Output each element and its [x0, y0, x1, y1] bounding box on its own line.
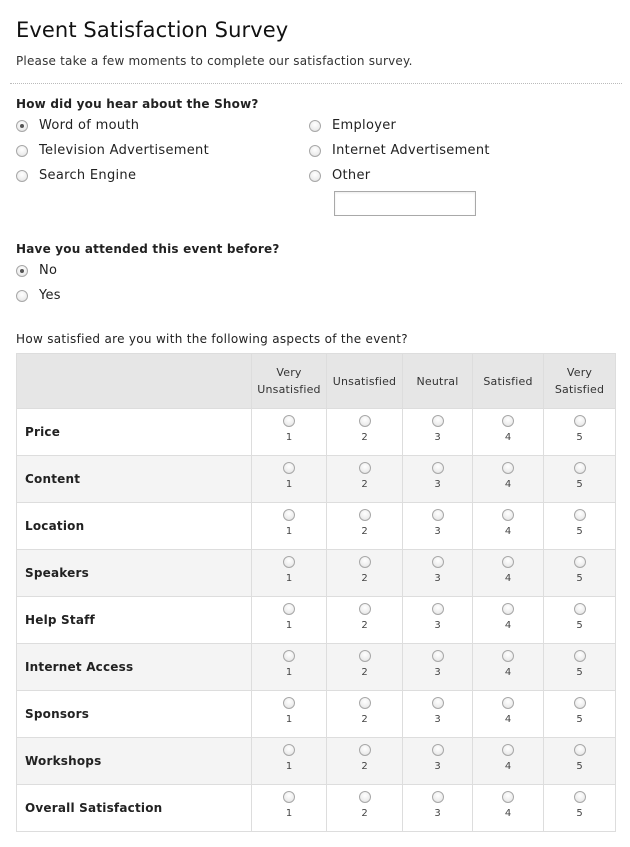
rating-cell[interactable]	[473, 409, 544, 456]
rating-value-label: 1	[285, 432, 293, 443]
option-word-of-mouth[interactable]	[16, 118, 139, 133]
rating-value-label: 1	[285, 761, 293, 772]
rating-radio-sponsors-2[interactable]	[359, 697, 371, 709]
yes-radio[interactable]	[16, 290, 28, 302]
rating-value-label: 5	[576, 667, 583, 678]
column-header-line: Satisfied	[554, 383, 605, 396]
rating-radio-sponsors-1[interactable]	[283, 697, 295, 709]
rating-cell[interactable]	[473, 550, 544, 597]
column-header-line: Unsatisfied	[257, 383, 321, 396]
rating-value-label: 4	[504, 573, 512, 584]
rating-radio-help-staff-1[interactable]	[283, 603, 295, 615]
rating-value-label: 3	[434, 667, 441, 678]
rating-cell[interactable]	[544, 644, 616, 691]
rating-value-label: 1	[285, 526, 293, 537]
option-yes[interactable]	[16, 288, 61, 303]
rating-radio-workshops-5[interactable]	[574, 744, 586, 756]
column-header-neutral	[403, 354, 473, 409]
rating-cell[interactable]	[327, 456, 403, 503]
row-label: Price	[17, 409, 252, 456]
rating-cell[interactable]	[473, 785, 544, 832]
rating-radio-internet-access-1[interactable]	[283, 650, 295, 662]
rating-radio-overall-satisfaction-4[interactable]	[502, 791, 514, 803]
rating-value-label: 3	[434, 761, 441, 772]
rating-cell[interactable]	[403, 785, 473, 832]
rating-value-label: 3	[434, 526, 441, 537]
rating-value-label: 1	[285, 620, 293, 631]
rating-radio-content-2[interactable]	[359, 462, 371, 474]
rating-value-label: 2	[361, 526, 368, 537]
rating-radio-location-2[interactable]	[359, 509, 371, 521]
rating-value-label: 3	[434, 808, 441, 819]
rating-value-label: 5	[576, 714, 583, 725]
rating-radio-speakers-4[interactable]	[502, 556, 514, 568]
rating-cell[interactable]	[403, 550, 473, 597]
rating-radio-workshops-3[interactable]	[432, 744, 444, 756]
rating-cell[interactable]	[403, 691, 473, 738]
rating-cell[interactable]	[473, 456, 544, 503]
rating-value-label: 2	[361, 432, 368, 443]
rating-cell[interactable]	[544, 597, 616, 644]
option-label: Word of mouth	[39, 118, 140, 133]
rating-value-label: 4	[504, 526, 512, 537]
rating-radio-price-2[interactable]	[359, 415, 371, 427]
page-title: Event Satisfaction Survey	[16, 18, 289, 42]
rating-value-label: 3	[434, 573, 441, 584]
rating-value-label: 2	[361, 714, 368, 725]
rating-value-label: 4	[504, 620, 512, 631]
rating-cell[interactable]	[403, 409, 473, 456]
option-no[interactable]	[16, 263, 57, 278]
column-header-line: Very	[276, 366, 302, 379]
rating-radio-price-5[interactable]	[574, 415, 586, 427]
rating-cell[interactable]	[327, 597, 403, 644]
rating-radio-help-staff-4[interactable]	[502, 603, 514, 615]
rating-radio-price-4[interactable]	[502, 415, 514, 427]
rating-value-label: 3	[434, 620, 441, 631]
rating-cell[interactable]	[403, 738, 473, 785]
option-other[interactable]	[309, 168, 370, 183]
rating-value-label: 5	[576, 526, 583, 537]
rating-value-label: 2	[361, 761, 368, 772]
rating-radio-content-3[interactable]	[432, 462, 444, 474]
option-label: Search Engine	[39, 168, 137, 183]
option-internet-advertisement[interactable]	[309, 143, 490, 158]
rating-cell[interactable]	[544, 503, 616, 550]
rating-radio-internet-access-3[interactable]	[432, 650, 444, 662]
column-header-line: Neutral	[416, 374, 459, 388]
rating-cell[interactable]	[252, 550, 327, 597]
rating-radio-speakers-3[interactable]	[432, 556, 444, 568]
rating-cell[interactable]	[327, 503, 403, 550]
row-label: Location	[17, 503, 252, 550]
rating-radio-overall-satisfaction-3[interactable]	[432, 791, 444, 803]
rating-radio-content-1[interactable]	[283, 462, 295, 474]
rating-value-label: 5	[576, 761, 583, 772]
matrix-row-sponsors	[17, 691, 616, 738]
column-header-very-unsatisfied	[252, 354, 327, 409]
matrix-row-speakers	[17, 550, 616, 597]
column-header-line: Unsatisfied	[332, 374, 397, 388]
row-label: Workshops	[17, 738, 252, 785]
rating-value-label: 1	[285, 808, 293, 819]
rating-cell[interactable]	[403, 644, 473, 691]
search-engine-radio[interactable]	[16, 170, 28, 182]
rating-value-label: 3	[434, 714, 441, 725]
rating-cell[interactable]	[252, 785, 327, 832]
rating-value-label: 5	[576, 808, 583, 819]
rating-cell[interactable]	[327, 644, 403, 691]
other-text-input[interactable]	[334, 191, 476, 216]
row-label: Speakers	[17, 550, 252, 597]
rating-cell[interactable]	[473, 644, 544, 691]
rating-value-label: 2	[361, 667, 368, 678]
rating-value-label: 4	[504, 714, 512, 725]
rating-cell[interactable]	[544, 409, 616, 456]
rating-cell[interactable]	[252, 503, 327, 550]
rating-value-label: 1	[285, 714, 293, 725]
rating-value-label: 5	[576, 573, 583, 584]
matrix-row-location	[17, 503, 616, 550]
rating-cell[interactable]	[403, 456, 473, 503]
rating-cell[interactable]	[544, 691, 616, 738]
row-label: Internet Access	[17, 644, 252, 691]
rating-cell[interactable]	[544, 738, 616, 785]
rating-cell[interactable]	[327, 550, 403, 597]
rating-cell[interactable]	[327, 738, 403, 785]
rating-radio-internet-access-4[interactable]	[502, 650, 514, 662]
rating-value-label: 5	[576, 479, 583, 490]
matrix-row-overall-satisfaction	[17, 785, 616, 832]
rating-radio-content-5[interactable]	[574, 462, 586, 474]
rating-cell[interactable]	[252, 409, 327, 456]
rating-value-label: 4	[504, 808, 512, 819]
rating-value-label: 2	[361, 573, 368, 584]
option-label: Television Advertisement	[39, 143, 209, 158]
rating-radio-price-1[interactable]	[283, 415, 295, 427]
option-label: Other	[332, 168, 371, 183]
rating-cell[interactable]	[544, 550, 616, 597]
rating-radio-speakers-2[interactable]	[359, 556, 371, 568]
option-label: Employer	[332, 118, 397, 133]
rating-cell[interactable]	[252, 456, 327, 503]
employer-radio[interactable]	[309, 120, 321, 132]
matrix-row-workshops	[17, 738, 616, 785]
rating-value-label: 5	[576, 432, 583, 443]
rating-radio-overall-satisfaction-2[interactable]	[359, 791, 371, 803]
rating-value-label: 1	[285, 479, 293, 490]
rating-cell[interactable]	[544, 456, 616, 503]
rating-cell[interactable]	[252, 691, 327, 738]
rating-cell[interactable]	[403, 503, 473, 550]
rating-radio-workshops-4[interactable]	[502, 744, 514, 756]
rating-cell[interactable]	[473, 691, 544, 738]
page-subtitle: Please take a few moments to complete our satisfaction survey.	[16, 54, 413, 68]
rating-radio-price-3[interactable]	[432, 415, 444, 427]
question-attended-before-label: Have you attended this event before?	[16, 242, 280, 256]
rating-cell[interactable]	[403, 597, 473, 644]
rating-radio-workshops-1[interactable]	[283, 744, 295, 756]
rating-cell[interactable]	[544, 785, 616, 832]
rating-cell[interactable]	[473, 738, 544, 785]
no-radio[interactable]	[16, 265, 28, 277]
television-advertisement-radio[interactable]	[16, 145, 28, 157]
rating-cell[interactable]	[252, 738, 327, 785]
option-search-engine[interactable]	[16, 168, 136, 183]
column-header-unsatisfied	[327, 354, 403, 409]
rating-value-label: 5	[576, 620, 583, 631]
rating-cell[interactable]	[327, 785, 403, 832]
rating-radio-overall-satisfaction-1[interactable]	[283, 791, 295, 803]
rating-radio-speakers-1[interactable]	[283, 556, 295, 568]
option-employer[interactable]	[309, 118, 396, 133]
rating-radio-help-staff-3[interactable]	[432, 603, 444, 615]
rating-radio-location-5[interactable]	[574, 509, 586, 521]
option-label: No	[39, 263, 58, 278]
column-header-line: Very	[566, 366, 593, 379]
rating-value-label: 2	[361, 620, 368, 631]
rating-radio-internet-access-2[interactable]	[359, 650, 371, 662]
rating-value-label: 2	[361, 808, 368, 819]
matrix-header-row	[17, 354, 616, 409]
rating-cell[interactable]	[473, 597, 544, 644]
matrix-header-corner	[17, 354, 252, 409]
question-how-heard-label: How did you hear about the Show?	[16, 97, 259, 111]
matrix-row-price	[17, 409, 616, 456]
rating-radio-help-staff-5[interactable]	[574, 603, 586, 615]
rating-value-label: 3	[434, 432, 441, 443]
rating-cell[interactable]	[327, 691, 403, 738]
rating-radio-sponsors-3[interactable]	[432, 697, 444, 709]
rating-value-label: 1	[285, 667, 293, 678]
option-label: Internet Advertisement	[332, 143, 490, 158]
matrix-row-internet-access	[17, 644, 616, 691]
row-label: Content	[17, 456, 252, 503]
rating-value-label: 4	[504, 479, 512, 490]
rating-radio-internet-access-5[interactable]	[574, 650, 586, 662]
other-radio[interactable]	[309, 170, 321, 182]
rating-cell[interactable]	[473, 503, 544, 550]
rating-value-label: 1	[285, 573, 293, 584]
row-label: Help Staff	[17, 597, 252, 644]
rating-radio-overall-satisfaction-5[interactable]	[574, 791, 586, 803]
matrix-row-content	[17, 456, 616, 503]
rating-radio-content-4[interactable]	[502, 462, 514, 474]
matrix-row-help-staff	[17, 597, 616, 644]
column-header-very-satisfied	[544, 354, 616, 409]
matrix-question-label: How satisfied are you with the following aspects of the event?	[16, 332, 408, 346]
rating-value-label: 4	[504, 432, 512, 443]
column-header-line: Satisfied	[483, 374, 533, 388]
rating-radio-location-1[interactable]	[283, 509, 295, 521]
option-television-advertisement[interactable]	[16, 143, 209, 158]
column-header-satisfied	[473, 354, 544, 409]
rating-cell[interactable]	[327, 409, 403, 456]
header-divider	[10, 83, 622, 84]
rating-value-label: 2	[361, 479, 368, 490]
rating-radio-location-4[interactable]	[502, 509, 514, 521]
word-of-mouth-radio[interactable]	[16, 120, 28, 132]
rating-radio-help-staff-2[interactable]	[359, 603, 371, 615]
rating-radio-sponsors-4[interactable]	[502, 697, 514, 709]
rating-radio-speakers-5[interactable]	[574, 556, 586, 568]
rating-value-label: 4	[504, 761, 512, 772]
satisfaction-matrix	[16, 353, 616, 832]
rating-value-label: 3	[434, 479, 441, 490]
rating-cell[interactable]	[252, 597, 327, 644]
rating-value-label: 4	[504, 667, 512, 678]
rating-cell[interactable]	[252, 644, 327, 691]
rating-radio-workshops-2[interactable]	[359, 744, 371, 756]
rating-radio-sponsors-5[interactable]	[574, 697, 586, 709]
internet-advertisement-radio[interactable]	[309, 145, 321, 157]
row-label: Overall Satisfaction	[17, 785, 252, 832]
option-label: Yes	[39, 288, 61, 303]
row-label: Sponsors	[17, 691, 252, 738]
rating-radio-location-3[interactable]	[432, 509, 444, 521]
